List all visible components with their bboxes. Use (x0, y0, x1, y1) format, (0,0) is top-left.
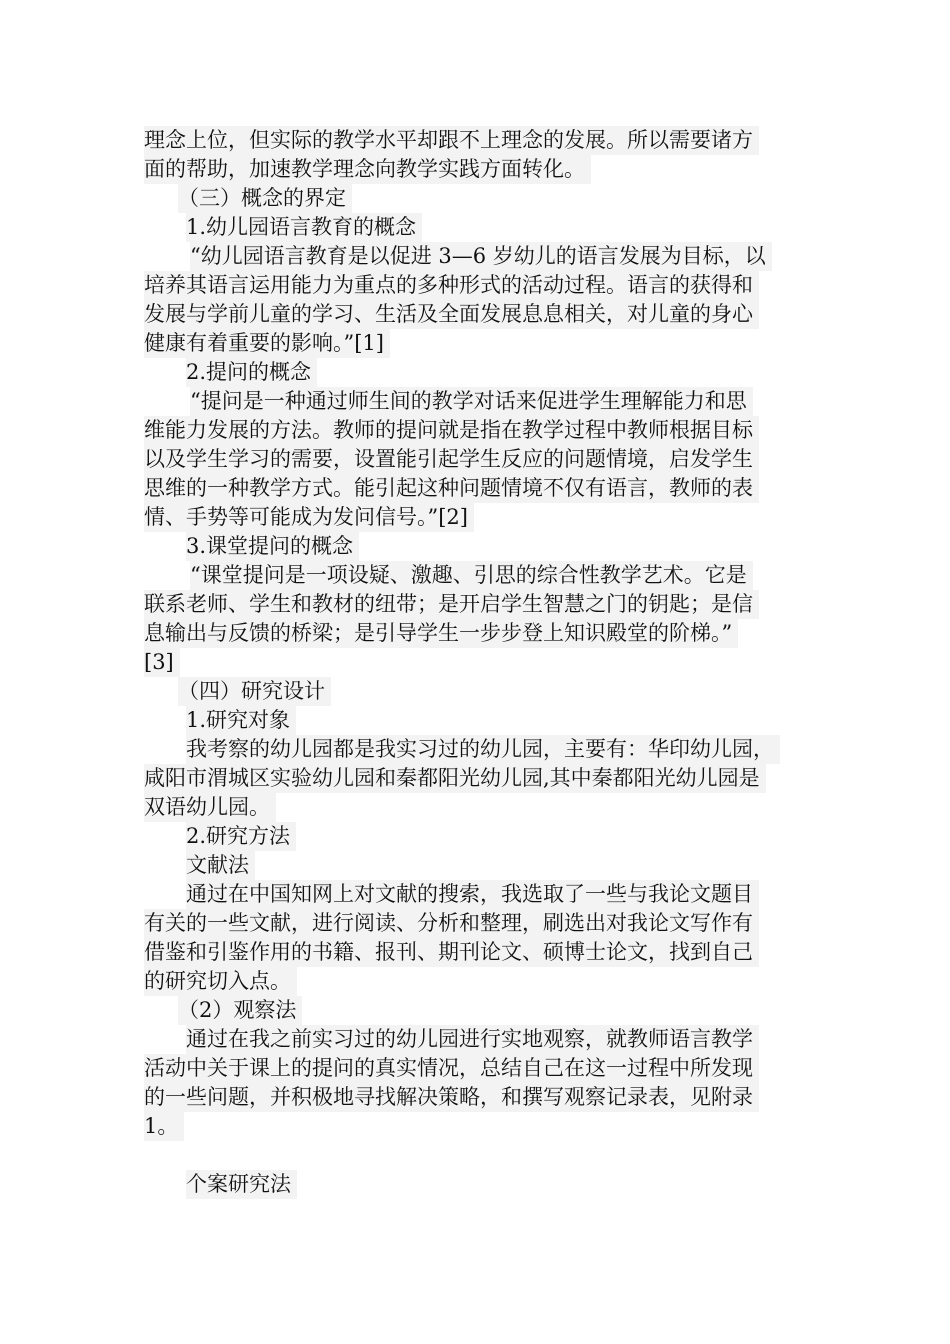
document-line-text: [3] (144, 648, 180, 677)
document-line-text: 思维的一种教学方式。能引起这种问题情境不仅有语言，教师的表 (144, 474, 759, 503)
document-line (144, 242, 816, 271)
document-line (144, 967, 816, 996)
document-line-text: 培养其语言运用能力为重点的多种形式的活动过程。语言的获得和 (144, 271, 759, 300)
document-line-text: 3.课堂提问的概念 (186, 532, 359, 561)
document-line-text: （三）概念的界定 (178, 184, 352, 213)
document-line (144, 1112, 816, 1141)
document-line-text: 通过在中国知网上对文献的搜索，我选取了一些与我论文题目 (186, 880, 759, 909)
document-line (144, 648, 816, 677)
document-line-text: 面的帮助，加速教学理念向教学实践方面转化。 (144, 155, 591, 184)
document-line-text: 以及学生学习的需要，设置能引起学生反应的问题情境，启发学生 (144, 445, 759, 474)
document-line-text: （四）研究设计 (178, 677, 331, 706)
document-line-text: 维能力发展的方法。教师的提问就是指在教学过程中教师根据目标 (144, 416, 759, 445)
document-line (144, 561, 816, 590)
document-line-text: 2.研究方法 (186, 822, 296, 851)
document-line (144, 213, 816, 242)
document-line (144, 126, 816, 155)
document-line (144, 474, 816, 503)
document-line (144, 706, 816, 735)
document-line (144, 387, 816, 416)
document-line (144, 184, 816, 213)
document-line-text: 我考察的幼儿园都是我实习过的幼儿园，主要有：华印幼儿园， (186, 735, 780, 764)
document-line-text: 借鉴和引鉴作用的书籍、报刊、期刊论文、硕博士论文，找到自己 (144, 938, 759, 967)
document-line-text: “幼儿园语言教育是以促进 3—6 岁幼儿的语言发展为目标，以 (190, 242, 772, 271)
document-line (144, 619, 816, 648)
document-line (144, 1170, 816, 1199)
document-line-text: “提问是一种通过师生间的教学对话来促进学生理解能力和思 (190, 387, 753, 416)
document-line-text: 活动中关于课上的提问的真实情况，总结自己在这一过程中所发现 (144, 1054, 759, 1083)
document-line-text: 健康有着重要的影响。”[1] (144, 329, 390, 358)
document-line (144, 880, 816, 909)
document-line-text: （2）观察法 (178, 996, 302, 1025)
document-line (144, 735, 816, 764)
document-line-text: 情、手势等可能成为发问信号。”[2] (144, 503, 474, 532)
document-line (144, 1141, 816, 1170)
document-line (144, 416, 816, 445)
document-line (144, 503, 816, 532)
document-line-text: 1。 (144, 1112, 184, 1141)
document-line (144, 938, 816, 967)
document-line (144, 155, 816, 184)
document-line-text: 联系老师、学生和教材的纽带；是开启学生智慧之门的钥匙；是信 (144, 590, 759, 619)
document-line (144, 358, 816, 387)
document-line (144, 1025, 816, 1054)
document-line-text: 有关的一些文献，进行阅读、分析和整理，刷选出对我论文写作有 (144, 909, 759, 938)
document-line (144, 677, 816, 706)
document-line (144, 532, 816, 561)
document-line-text: 文献法 (186, 851, 255, 880)
document-line-text: 个案研究法 (186, 1170, 297, 1199)
document-line-text: 的研究切入点。 (144, 967, 297, 996)
document-line-text: 发展与学前儿童的学习、生活及全面发展息息相关，对儿童的身心 (144, 300, 759, 329)
document-line (144, 329, 816, 358)
document-line-text: 理念上位，但实际的教学水平却跟不上理念的发展。所以需要诸方 (144, 126, 759, 155)
document-line (144, 909, 816, 938)
document-line (144, 851, 816, 880)
document-line (144, 445, 816, 474)
document-line-text: 的一些问题，并积极地寻找解决策略，和撰写观察记录表，见附录 (144, 1083, 759, 1112)
document-line (144, 300, 816, 329)
document-line (144, 793, 816, 822)
document-line-text: 2.提问的概念 (186, 358, 317, 387)
document-line (144, 996, 816, 1025)
document-line (144, 1083, 816, 1112)
document-line-text: 1.研究对象 (186, 706, 296, 735)
document-line (144, 590, 816, 619)
document-line-text: 通过在我之前实习过的幼儿园进行实地观察，就教师语言教学 (186, 1025, 759, 1054)
document-body (144, 126, 816, 1199)
document-line-text: 咸阳市渭城区实验幼儿园和秦都阳光幼儿园,其中秦都阳光幼儿园是 (144, 764, 766, 793)
document-line (144, 271, 816, 300)
document-line-text: 息输出与反馈的桥梁；是引导学生一步步登上知识殿堂的阶梯。” (144, 619, 738, 648)
document-line (144, 1054, 816, 1083)
document-line-text: 双语幼儿园。 (144, 793, 276, 822)
document-line (144, 764, 816, 793)
document-line (144, 822, 816, 851)
document-line-text: “课堂提问是一项设疑、激趣、引思的综合性教学艺术。它是 (190, 561, 753, 590)
document-line-text: 1.幼儿园语言教育的概念 (186, 213, 422, 242)
